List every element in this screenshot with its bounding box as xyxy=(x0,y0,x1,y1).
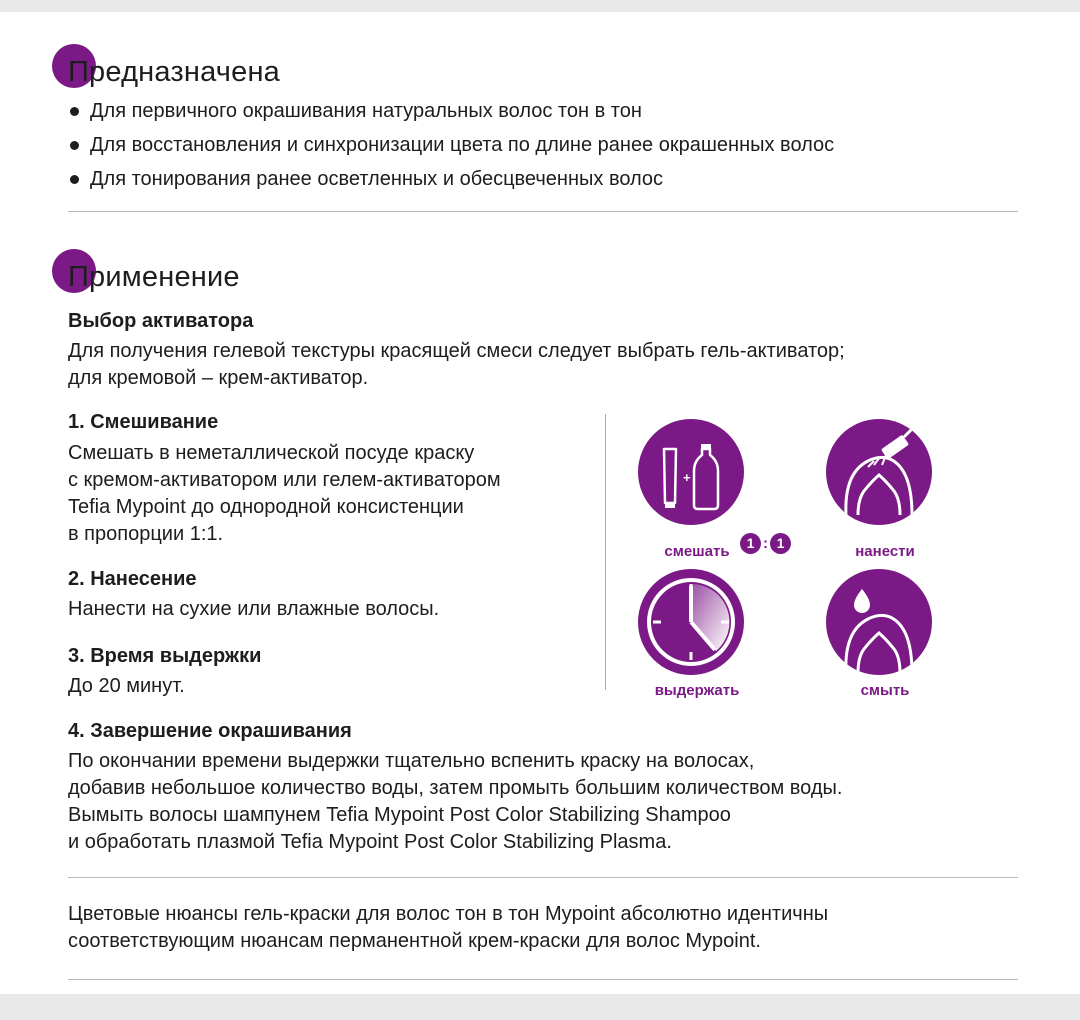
step-title: 2. Нанесение xyxy=(68,568,197,590)
step-text: Нанести на сухие или влажные волосы. xyxy=(68,598,440,620)
rinse-caption: смыть xyxy=(860,682,910,699)
apply-caption: нанести xyxy=(855,543,915,560)
mix-icon xyxy=(638,419,744,525)
timer-icon xyxy=(638,569,744,675)
step-title: 1. Смешивание xyxy=(68,411,219,433)
section-title-usage: Применение xyxy=(68,261,240,293)
document-page xyxy=(0,12,1080,994)
column-divider xyxy=(605,414,606,690)
rinse-hair-icon xyxy=(826,569,932,675)
mix-caption: смешать xyxy=(664,543,730,560)
activator-text: Для получения гелевой текстуры красящей смеси следует выбрать гель-активатор; для кремовой – крем-активатор. xyxy=(68,340,845,389)
intended-list xyxy=(68,94,834,196)
wait-caption: выдержать xyxy=(654,682,740,699)
step-text: Смешать в неметаллической посуде краску с кремом-активатором или гелем-активатором Tefia Mypoint до однородной консистенции в пропорции 1:1. xyxy=(68,442,501,545)
activator-title: Выбор активатора xyxy=(68,310,254,332)
ratio-separator: : xyxy=(763,534,768,552)
step-text: До 20 минут. xyxy=(68,675,185,697)
step-title: 3. Время выдержки xyxy=(68,645,262,667)
apply-hair-icon xyxy=(826,419,932,525)
plus-sign: + xyxy=(683,470,691,485)
section-title-intended: Предназначена xyxy=(68,56,280,88)
ratio-right: 1 xyxy=(770,533,791,554)
ratio-left: 1 xyxy=(740,533,761,554)
step-text: По окончании времени выдержки тщательно вспенить краску на волосах, добавив небольшое количество воды, затем промыть большим количеством воды. Вымыть волосы шампунем Tefia Mypoint Post Color Stabilizing Shampoo и обработать плазмой Tefia Mypoint Post Color Stabilizing Plasma. xyxy=(68,750,843,853)
note-text: Цветовые нюансы гель-краски для волос тон в тон Mypoint абсолютно идентичны соответствующим нюансам перманентной крем-краски для волос Mypoint. xyxy=(68,903,829,952)
divider xyxy=(68,211,1018,212)
list-item: Для первичного окрашивания натуральных волос тон в тон xyxy=(68,94,834,128)
list-item: Для тонирования ранее осветленных и обесцвеченных волос xyxy=(68,162,834,196)
step-title: 4. Завершение окрашивания xyxy=(68,720,352,742)
divider xyxy=(68,877,1018,878)
mix-ratio xyxy=(740,532,791,554)
list-item: Для восстановления и синхронизации цвета по длине ранее окрашенных волос xyxy=(68,128,834,162)
divider xyxy=(68,979,1018,980)
